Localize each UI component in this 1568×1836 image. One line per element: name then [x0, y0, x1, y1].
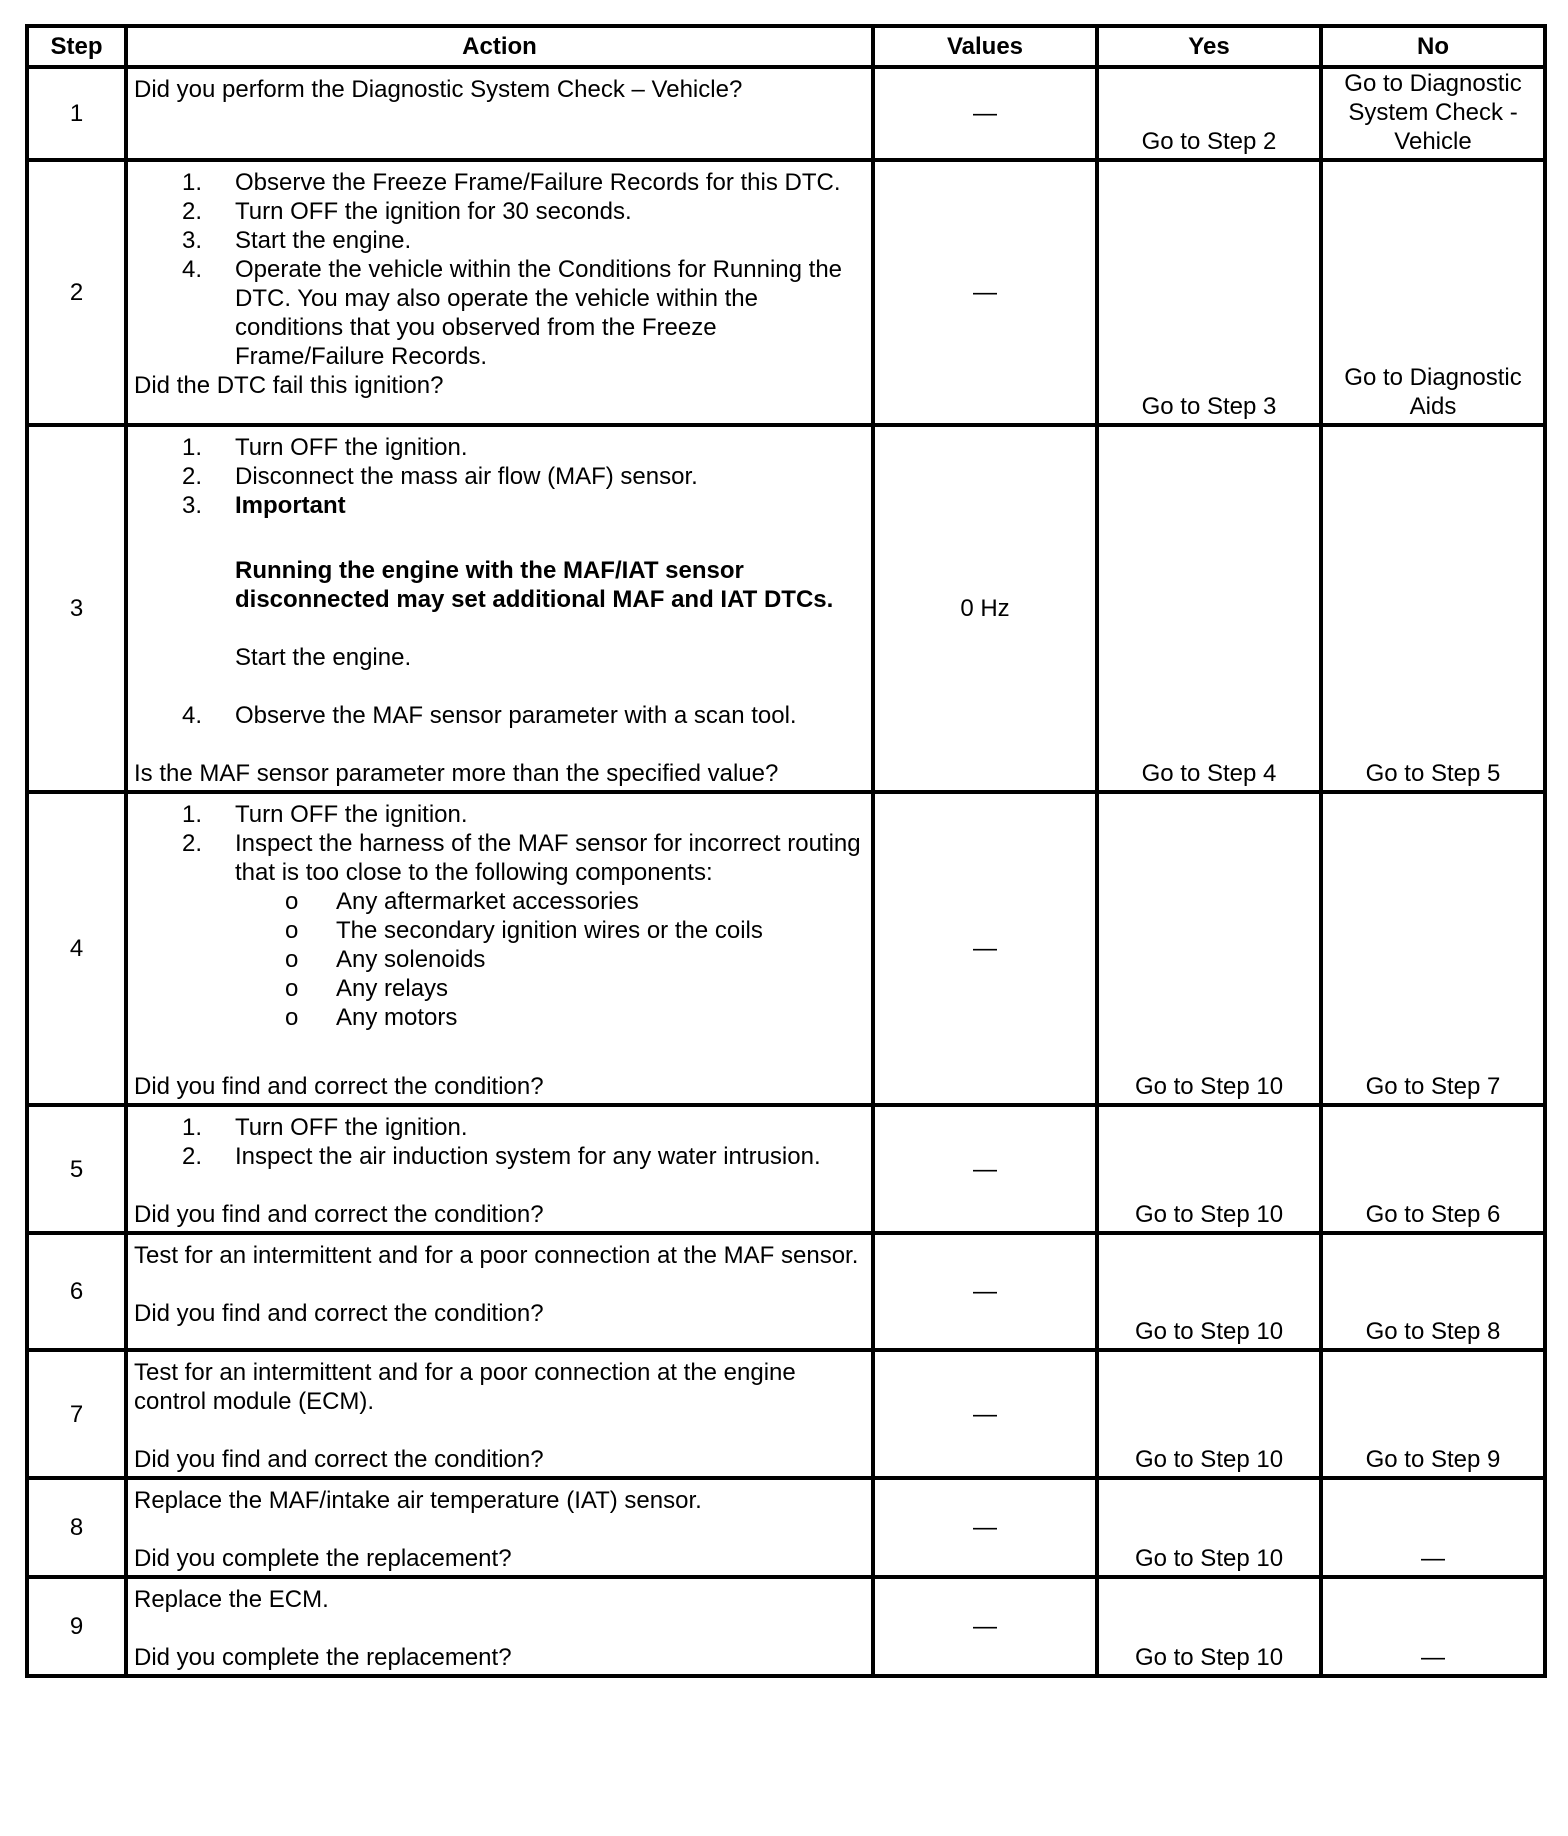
- action-question: Is the MAF sensor parameter more than the specified value?: [134, 760, 779, 787]
- table-row: [27, 160, 1545, 425]
- list-item: 2. Inspect the harness of the MAF sensor for incorrect routing that is too close to the following components: o Any aftermarket accessories o The secondary ignition wires or the coils o Any solenoids o Any relays o Any motors: [134, 829, 867, 1032]
- header-action: Action: [126, 26, 873, 67]
- list-item: 2. Disconnect the mass air flow (MAF) sensor.: [182, 463, 698, 490]
- action-cell: [126, 1233, 873, 1350]
- action-question: Did you find and correct the condition?: [134, 1201, 544, 1228]
- values-cell: —: [873, 1478, 1097, 1577]
- action-cell: [126, 1577, 873, 1676]
- values-cell: —: [873, 160, 1097, 425]
- step-number: 1: [27, 67, 126, 160]
- action-question: Did the DTC fail this ignition?: [134, 372, 444, 399]
- step-number: 5: [27, 1105, 126, 1233]
- action-cell: [126, 792, 873, 1105]
- yes-cell: Go to Step 10: [1097, 792, 1321, 1105]
- header-values: Values: [873, 26, 1097, 67]
- step-number: 7: [27, 1350, 126, 1478]
- no-cell: Go to Step 7: [1321, 792, 1545, 1105]
- yes-cell: Go to Step 2: [1097, 67, 1321, 160]
- important-label: Important: [235, 492, 346, 519]
- action-intro: Test for an intermittent and for a poor connection at the MAF sensor.: [134, 1242, 859, 1269]
- action-steps-list: [134, 433, 867, 730]
- no-cell: Go to Step 6: [1321, 1105, 1545, 1233]
- list-item: 4. Observe the MAF sensor parameter with a scan tool.: [182, 702, 797, 729]
- list-item: 1. Turn OFF the ignition.: [182, 1114, 468, 1141]
- yes-cell: Go to Step 3: [1097, 160, 1321, 425]
- no-cell: Go to Diagnostic System Check - Vehicle: [1321, 67, 1545, 160]
- header-step: Step: [27, 26, 126, 67]
- table-row: [27, 1105, 1545, 1233]
- action-question: Did you find and correct the condition?: [134, 1073, 544, 1100]
- table-row: [27, 1350, 1545, 1478]
- no-cell: Go to Step 8: [1321, 1233, 1545, 1350]
- list-item: 1. Turn OFF the ignition.: [182, 801, 468, 828]
- sublist-item: o Any relays: [285, 975, 449, 1002]
- table-row: [27, 1478, 1545, 1577]
- action-cell: [126, 67, 873, 160]
- yes-cell: Go to Step 4: [1097, 425, 1321, 792]
- list-item: 3. Start the engine.: [182, 227, 412, 254]
- header-no: No: [1321, 26, 1545, 67]
- values-cell: —: [873, 792, 1097, 1105]
- no-cell: Go to Step 9: [1321, 1350, 1545, 1478]
- table-row: [27, 67, 1545, 160]
- action-steps-list: [134, 168, 867, 371]
- important-note: Running the engine with the MAF/IAT sensor disconnected may set additional MAF and IAT DTCs.: [235, 557, 834, 613]
- sublist-item: o Any motors: [285, 1004, 458, 1031]
- step-number: 4: [27, 792, 126, 1105]
- table-row: [27, 792, 1545, 1105]
- list-item: 2. Inspect the air induction system for any water intrusion.: [182, 1143, 821, 1170]
- list-item: 4. Operate the vehicle within the Conditions for Running the DTC. You may also operate the vehicle within the conditions that you observed from the Freeze Frame/Failure Records.: [182, 256, 843, 370]
- list-item: 2. Turn OFF the ignition for 30 seconds.: [182, 198, 632, 225]
- values-cell: 0 Hz: [873, 425, 1097, 792]
- action-question: Did you find and correct the condition?: [134, 1446, 544, 1473]
- action-steps-list: [134, 1113, 867, 1171]
- header-row: [27, 26, 1545, 67]
- step-number: 6: [27, 1233, 126, 1350]
- values-cell: —: [873, 1350, 1097, 1478]
- sublist-item: o The secondary ignition wires or the coils: [285, 917, 763, 944]
- step-number: 3: [27, 425, 126, 792]
- diagnostic-table: [25, 24, 1547, 1678]
- no-cell: —: [1321, 1577, 1545, 1676]
- yes-cell: Go to Step 10: [1097, 1478, 1321, 1577]
- header-yes: Yes: [1097, 26, 1321, 67]
- yes-cell: Go to Step 10: [1097, 1577, 1321, 1676]
- action-intro: Replace the ECM.: [134, 1586, 329, 1613]
- list-item: 3. Important Running the engine with the MAF/IAT sensor disconnected may set additional MAF and IAT DTCs. Start the engine.: [134, 491, 867, 672]
- values-cell: —: [873, 1105, 1097, 1233]
- action-intro: Did you perform the Diagnostic System Check – Vehicle?: [134, 76, 743, 103]
- step-number: 9: [27, 1577, 126, 1676]
- table-row: [27, 425, 1545, 792]
- values-cell: —: [873, 1233, 1097, 1350]
- yes-cell: Go to Step 10: [1097, 1105, 1321, 1233]
- no-cell: —: [1321, 1478, 1545, 1577]
- step-number: 8: [27, 1478, 126, 1577]
- list-item: 1. Turn OFF the ignition.: [182, 434, 468, 461]
- action-question: Did you find and correct the condition?: [134, 1300, 544, 1327]
- component-sublist: [235, 887, 867, 1032]
- action-continuation: Start the engine.: [235, 644, 412, 671]
- action-question: Did you complete the replacement?: [134, 1545, 512, 1572]
- yes-cell: Go to Step 10: [1097, 1233, 1321, 1350]
- action-question: Did you complete the replacement?: [134, 1644, 512, 1671]
- table-row: [27, 1577, 1545, 1676]
- no-cell: Go to Diagnostic Aids: [1321, 160, 1545, 425]
- yes-cell: Go to Step 10: [1097, 1350, 1321, 1478]
- values-cell: —: [873, 1577, 1097, 1676]
- action-cell: [126, 425, 873, 792]
- diagnostic-table-sheet: [25, 24, 1543, 1678]
- action-cell: [126, 1478, 873, 1577]
- sublist-item: o Any aftermarket accessories: [285, 888, 639, 915]
- action-cell: [126, 1105, 873, 1233]
- action-intro: Replace the MAF/intake air temperature (IAT) sensor.: [134, 1487, 702, 1514]
- action-cell: [126, 160, 873, 425]
- step-number: 2: [27, 160, 126, 425]
- action-cell: [126, 1350, 873, 1478]
- no-cell: Go to Step 5: [1321, 425, 1545, 792]
- action-steps-list: [134, 800, 867, 1032]
- table-row: [27, 1233, 1545, 1350]
- list-item: 1. Observe the Freeze Frame/Failure Records for this DTC.: [182, 169, 841, 196]
- sublist-item: o Any solenoids: [285, 946, 486, 973]
- values-cell: —: [873, 67, 1097, 160]
- action-intro: Test for an intermittent and for a poor connection at the engine control module (ECM).: [134, 1359, 796, 1415]
